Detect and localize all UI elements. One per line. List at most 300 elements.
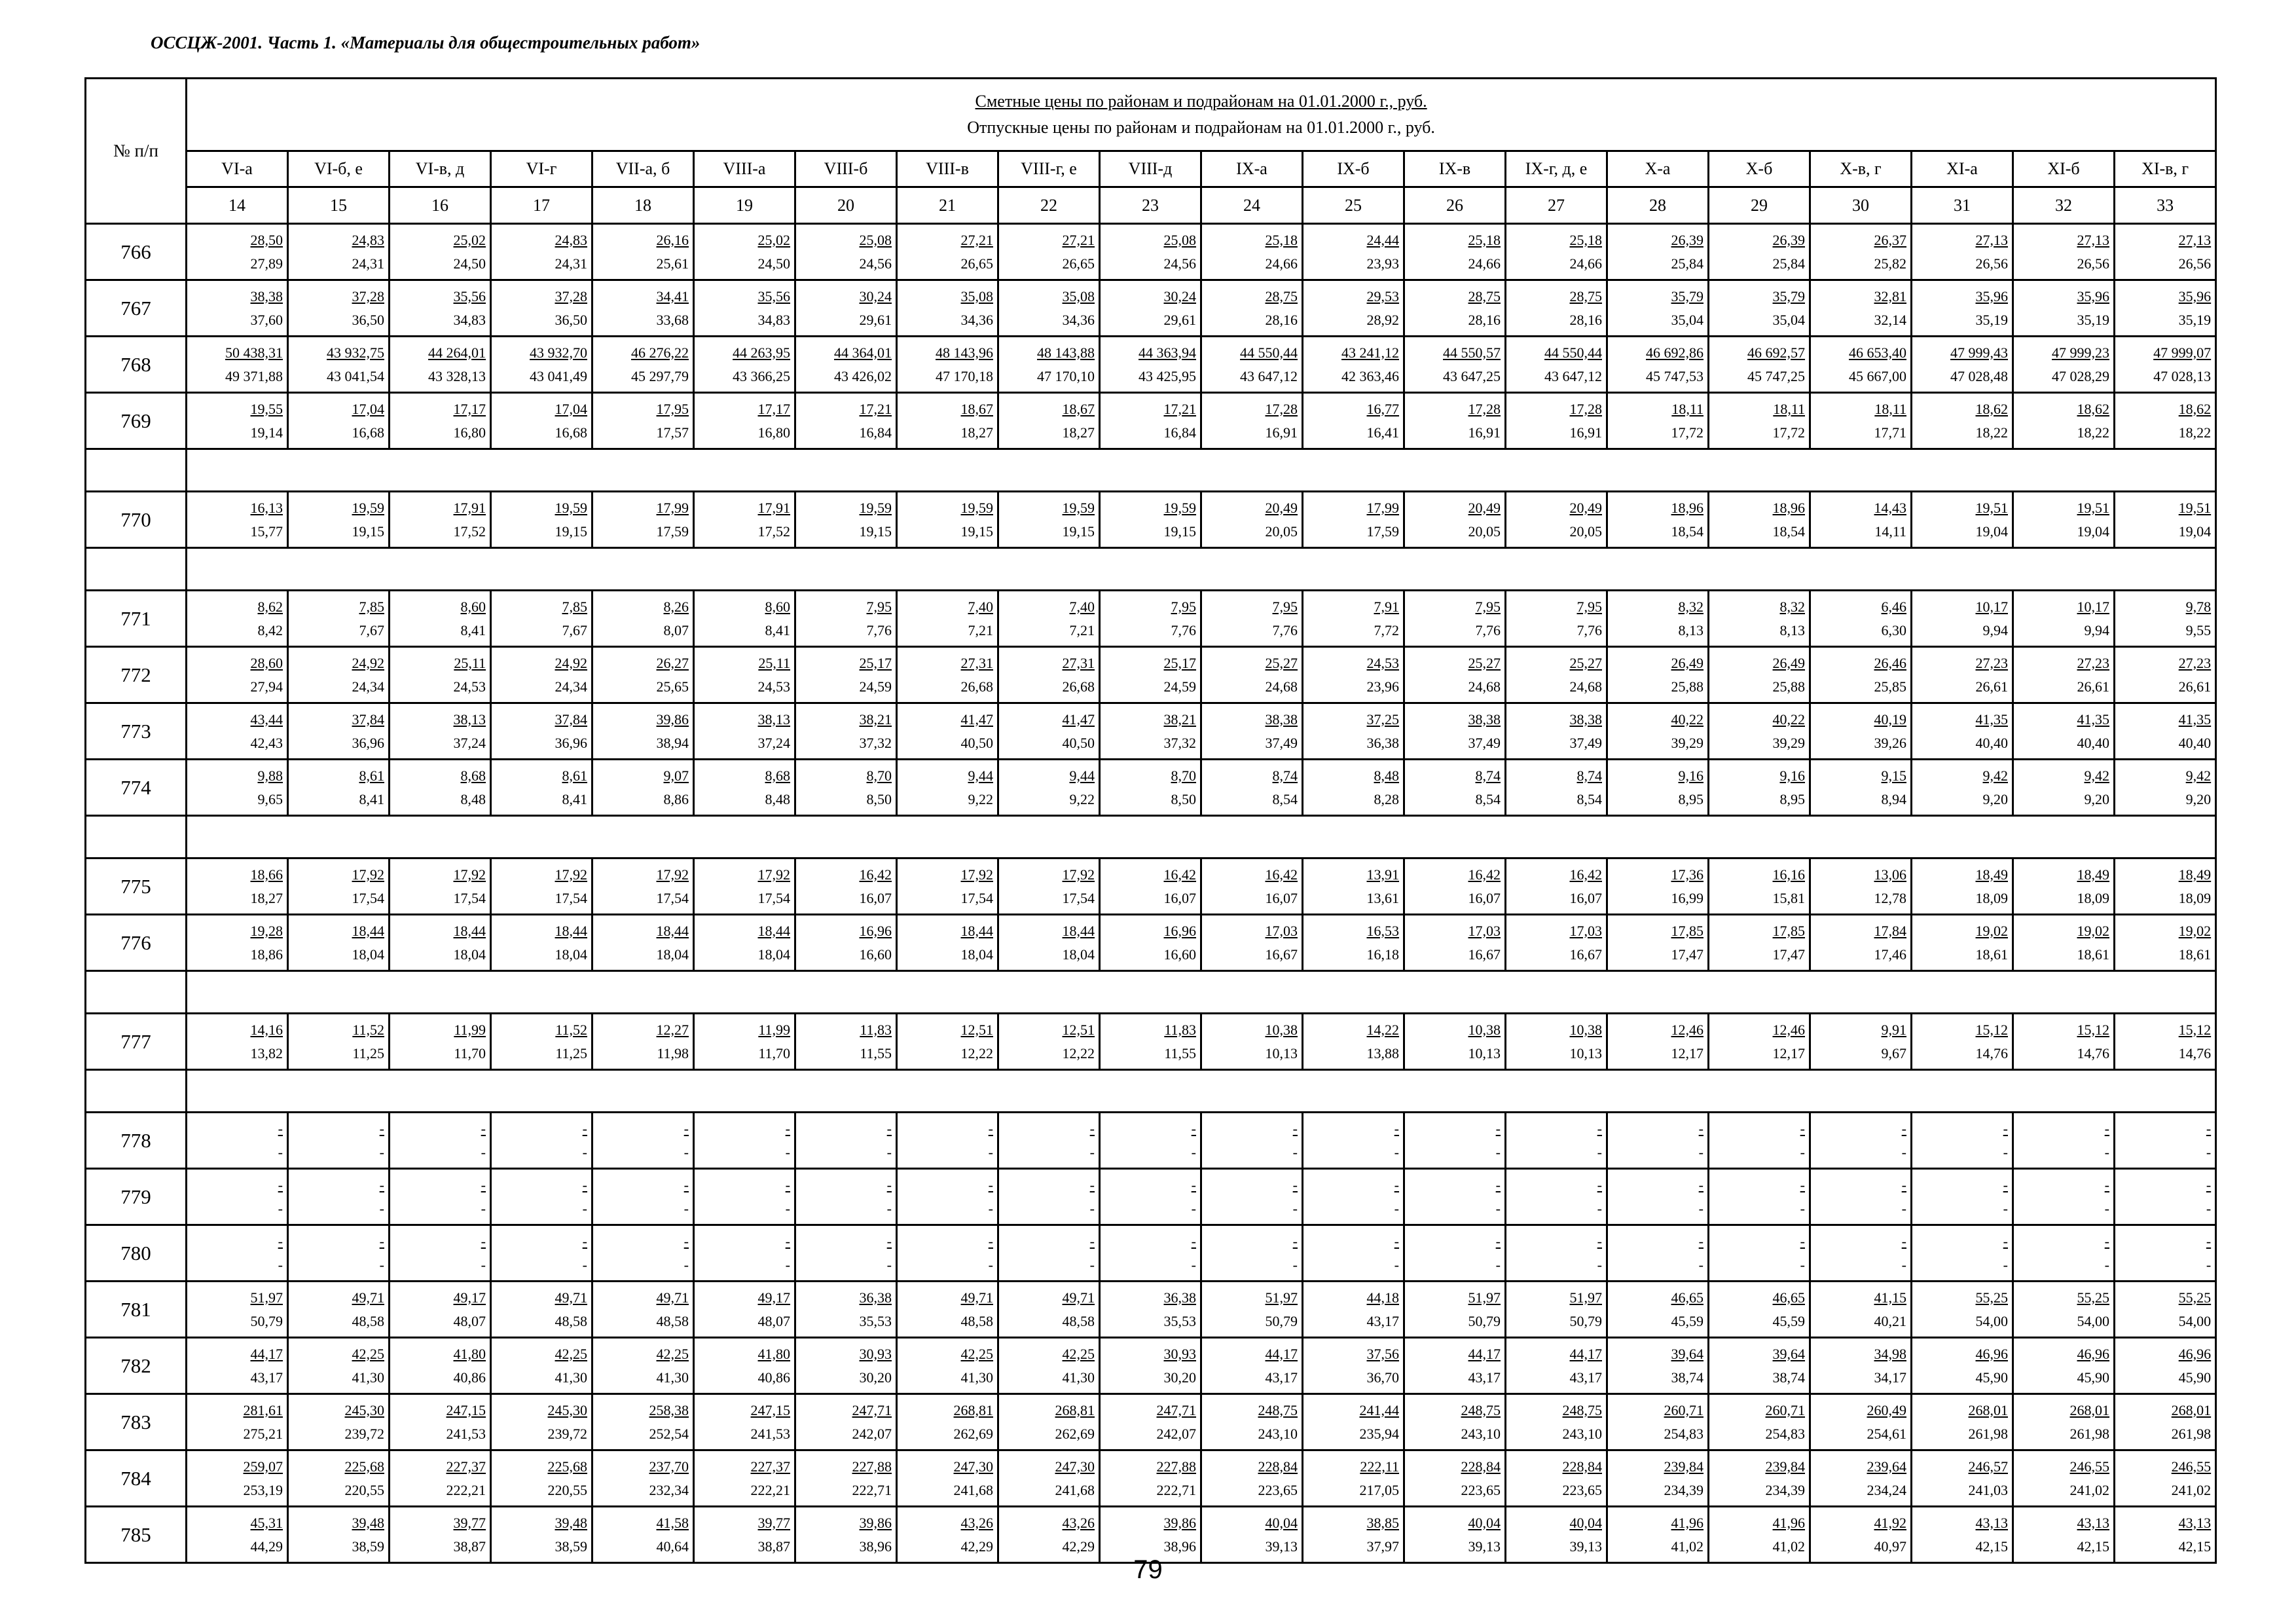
estimated-price: 25,08 (1163, 231, 1196, 248)
selling-price: 48,58 (352, 1312, 384, 1329)
selling-price: 19,15 (1062, 523, 1095, 540)
selling-price: 8,50 (866, 790, 892, 807)
price-cell (592, 1507, 694, 1563)
row-number: 777 (86, 1014, 187, 1070)
price-cell (2013, 280, 2115, 337)
selling-price: - (988, 1200, 993, 1217)
estimated-price: 18,44 (352, 922, 384, 939)
selling-price: 17,47 (1671, 946, 1704, 963)
row-number: 766 (86, 224, 187, 280)
price-cell (694, 1113, 795, 1169)
selling-price: 50,79 (1265, 1312, 1298, 1329)
price-cell (2115, 1450, 2216, 1507)
price-cell (1201, 224, 1303, 280)
price-cell (187, 1507, 288, 1563)
estimated-price: 13,06 (1874, 866, 1906, 883)
estimated-price: 42,25 (555, 1345, 587, 1362)
price-cell (491, 393, 592, 449)
price-cell (390, 224, 491, 280)
selling-price: 43 647,25 (1443, 367, 1501, 384)
price-cell (897, 858, 998, 915)
estimated-price: 35,56 (453, 287, 486, 304)
price-cell (1709, 591, 1810, 647)
column-number: 26 (1404, 187, 1506, 224)
selling-price: 235,94 (1359, 1425, 1399, 1442)
region-header: IX-б (1303, 151, 1404, 187)
selling-price: 40,40 (2178, 734, 2212, 751)
estimated-price: 25,18 (1468, 231, 1501, 248)
price-cell (1607, 224, 1709, 280)
selling-price: - (1901, 1143, 1906, 1160)
selling-price: 8,13 (1779, 621, 1805, 638)
estimated-price: - (481, 1176, 486, 1193)
price-cell (1506, 1282, 1607, 1338)
selling-price: 24,31 (555, 255, 587, 272)
estimated-price: 260,49 (1867, 1401, 1906, 1418)
selling-price: 15,81 (1772, 889, 1805, 906)
spacer-cell (187, 1070, 2216, 1113)
selling-price: 54,00 (1975, 1312, 2008, 1329)
selling-price: 17,54 (656, 889, 689, 906)
estimated-price: 41,35 (1975, 710, 2008, 728)
selling-price: 40,86 (453, 1369, 486, 1386)
selling-price: 23,96 (1366, 678, 1399, 695)
selling-price: - (278, 1256, 283, 1273)
price-cell (1506, 1225, 1607, 1282)
selling-price: 11,70 (454, 1044, 486, 1061)
selling-price: - (1800, 1200, 1805, 1217)
selling-price: 234,24 (1867, 1481, 1906, 1498)
selling-price: 24,53 (757, 678, 790, 695)
selling-price: 24,31 (352, 255, 384, 272)
selling-price: 45,59 (1671, 1312, 1704, 1329)
estimated-price: 38,21 (859, 710, 892, 728)
selling-price: 39,29 (1671, 734, 1704, 751)
price-cell (897, 1225, 998, 1282)
estimated-price: 19,59 (960, 499, 993, 516)
estimated-price: 35,08 (1062, 287, 1095, 304)
region-header: VII-а, б (592, 151, 694, 187)
estimated-price: - (1089, 1120, 1095, 1137)
estimated-price: 7,85 (359, 598, 384, 615)
selling-price: 17,72 (1671, 424, 1704, 441)
spacer-cell (187, 449, 2216, 492)
table-row (86, 915, 2216, 971)
price-cell (2013, 1169, 2115, 1225)
selling-price: 37,24 (757, 734, 790, 751)
price-cell (390, 1014, 491, 1070)
price-cell (1709, 1450, 1810, 1507)
estimated-price: 17,99 (1366, 499, 1399, 516)
estimated-price: 8,26 (663, 598, 689, 615)
estimated-price: 246,55 (2171, 1458, 2212, 1475)
estimated-price: 8,32 (1678, 598, 1704, 615)
price-cell (1201, 647, 1303, 703)
estimated-price: 247,30 (1055, 1458, 1095, 1475)
table-row (86, 492, 2216, 548)
selling-price: 13,82 (250, 1044, 283, 1061)
estimated-price: 239,84 (1664, 1458, 1704, 1475)
selling-price: 13,61 (1366, 889, 1399, 906)
estimated-price: - (2003, 1120, 2008, 1137)
estimated-price: 17,92 (656, 866, 689, 883)
selling-price: - (1597, 1256, 1602, 1273)
price-cell (998, 647, 1100, 703)
estimated-price: 16,42 (1569, 866, 1602, 883)
price-cell (1506, 1169, 1607, 1225)
estimated-price: 38,38 (1265, 710, 1298, 728)
price-cell (795, 224, 897, 280)
estimated-price: 43 241,12 (1341, 344, 1399, 361)
selling-price: 24,66 (1569, 255, 1602, 272)
region-header: VI-а (187, 151, 288, 187)
estimated-price: 17,17 (757, 400, 790, 417)
estimated-price: 29,53 (1366, 287, 1399, 304)
price-cell (1506, 703, 1607, 760)
price-cell (592, 337, 694, 393)
price-cell (1709, 1113, 1810, 1169)
selling-price: 34,17 (1874, 1369, 1906, 1386)
selling-price: 18,09 (2178, 889, 2212, 906)
selling-price: - (1597, 1143, 1602, 1160)
selling-price: - (1191, 1143, 1196, 1160)
estimated-price: 16,96 (859, 922, 892, 939)
price-cell (2013, 858, 2115, 915)
selling-price: 16,07 (859, 889, 892, 906)
selling-price: 35,19 (2077, 311, 2109, 328)
estimated-price: 268,01 (1968, 1401, 2008, 1418)
selling-price: 47 170,10 (1037, 367, 1095, 384)
estimated-price: 27,13 (1975, 231, 2008, 248)
selling-price: 50,79 (1468, 1312, 1501, 1329)
estimated-price: 41,47 (1062, 710, 1095, 728)
selling-price: - (1394, 1200, 1399, 1217)
selling-price: 254,83 (1765, 1425, 1805, 1442)
price-cell (491, 703, 592, 760)
price-cell (187, 858, 288, 915)
selling-price: 43 366,25 (733, 367, 790, 384)
selling-price: 16,68 (352, 424, 384, 441)
price-cell (897, 1394, 998, 1450)
selling-price: 16,07 (1468, 889, 1501, 906)
price-cell (1506, 858, 1607, 915)
price-cell (187, 1014, 288, 1070)
selling-price: 41,30 (555, 1369, 587, 1386)
selling-price: 48,58 (555, 1312, 587, 1329)
selling-price: 16,60 (1163, 946, 1196, 963)
estimated-price: 7,95 (1576, 598, 1602, 615)
estimated-price: 38,38 (1468, 710, 1501, 728)
price-cell (187, 1113, 288, 1169)
estimated-price: - (1089, 1232, 1095, 1249)
price-cell (491, 1394, 592, 1450)
price-cell (1607, 1450, 1709, 1507)
price-cell (795, 703, 897, 760)
estimated-price: - (988, 1232, 993, 1249)
price-cell (2115, 591, 2216, 647)
price-cell (592, 760, 694, 816)
estimated-price: 38,85 (1366, 1514, 1399, 1531)
price-cell (897, 760, 998, 816)
estimated-price: 16,16 (1772, 866, 1805, 883)
selling-price: 45 297,79 (631, 367, 689, 384)
estimated-price: - (2104, 1232, 2109, 1249)
estimated-price: 8,48 (1374, 767, 1399, 784)
price-cell (390, 393, 491, 449)
price-cell (1303, 1169, 1404, 1225)
estimated-price: 39,86 (1163, 1514, 1196, 1531)
price-cell (998, 858, 1100, 915)
selling-price: 37,24 (453, 734, 486, 751)
price-cell (1506, 591, 1607, 647)
price-cell (795, 858, 897, 915)
price-cell (288, 393, 390, 449)
selling-price: 36,96 (555, 734, 587, 751)
estimated-price: 25,27 (1569, 654, 1602, 671)
selling-price: 8,13 (1678, 621, 1704, 638)
price-cell (491, 1113, 592, 1169)
price-cell (2013, 224, 2115, 280)
estimated-price: 14,16 (250, 1021, 283, 1038)
price-cell (1303, 1225, 1404, 1282)
selling-price: 9,22 (968, 790, 993, 807)
estimated-price: 38,38 (250, 287, 283, 304)
price-cell (1303, 1014, 1404, 1070)
price-cell (2115, 337, 2216, 393)
price-cell (897, 1014, 998, 1070)
estimated-price: 44,17 (1468, 1345, 1501, 1362)
selling-price: 17,54 (960, 889, 993, 906)
price-cell (1607, 1169, 1709, 1225)
estimated-price: 37,28 (352, 287, 384, 304)
selling-price: 18,61 (2178, 946, 2212, 963)
selling-price: 41,30 (1062, 1369, 1095, 1386)
selling-price: 18,27 (960, 424, 993, 441)
selling-price: 234,39 (1664, 1481, 1704, 1498)
price-cell (288, 1282, 390, 1338)
selling-price: 50,79 (1569, 1312, 1602, 1329)
price-cell (592, 1282, 694, 1338)
price-cell (694, 1450, 795, 1507)
price-cell (897, 337, 998, 393)
price-cell (1201, 1282, 1303, 1338)
selling-price: 25,88 (1671, 678, 1704, 695)
estimated-price: 48 143,96 (936, 344, 993, 361)
price-cell (1100, 1394, 1201, 1450)
estimated-price: 43,44 (250, 710, 283, 728)
price-cell (2013, 337, 2115, 393)
estimated-price: 46,96 (1975, 1345, 2008, 1362)
estimated-price: 43,13 (1975, 1514, 2008, 1531)
price-cell (1709, 647, 1810, 703)
selling-price: 50,79 (250, 1312, 283, 1329)
column-number: 32 (2013, 187, 2115, 224)
estimated-price: 15,12 (1975, 1021, 2008, 1038)
price-cell (592, 591, 694, 647)
estimated-price: 15,12 (2077, 1021, 2109, 1038)
selling-price: - (582, 1200, 587, 1217)
selling-price: 42,15 (2077, 1538, 2109, 1555)
selling-price: 18,04 (453, 946, 486, 963)
price-cell (592, 1113, 694, 1169)
selling-price: 27,89 (250, 255, 283, 272)
price-cell (795, 1507, 897, 1563)
selling-price: 18,09 (2077, 889, 2109, 906)
estimated-price: - (1191, 1232, 1196, 1249)
region-header: VIII-г, е (998, 151, 1100, 187)
estimated-price: 8,61 (359, 767, 384, 784)
selling-price: 29,61 (859, 311, 892, 328)
price-cell (491, 337, 592, 393)
estimated-price: - (2003, 1232, 2008, 1249)
estimated-price: 19,02 (2077, 922, 2109, 939)
price-cell (390, 1507, 491, 1563)
price-cell (998, 1225, 1100, 1282)
estimated-price: - (1394, 1232, 1399, 1249)
estimated-price: - (683, 1176, 689, 1193)
row-number: 767 (86, 280, 187, 337)
estimated-price: 55,25 (2077, 1289, 2109, 1306)
selling-price: - (481, 1143, 486, 1160)
selling-price: 28,92 (1366, 311, 1399, 328)
estimated-price: 17,17 (453, 400, 486, 417)
estimated-price: 268,01 (2171, 1401, 2212, 1418)
price-cell (1201, 1450, 1303, 1507)
price-cell (2115, 1113, 2216, 1169)
estimated-price: 48 143,88 (1037, 344, 1095, 361)
price-cell (1709, 280, 1810, 337)
estimated-price: 19,59 (859, 499, 892, 516)
estimated-price: 16,77 (1366, 400, 1399, 417)
selling-price: 17,54 (1062, 889, 1095, 906)
estimated-price: 17,92 (453, 866, 486, 883)
estimated-price: 26,27 (656, 654, 689, 671)
price-cell (1810, 591, 1912, 647)
selling-price: 18,61 (1975, 946, 2008, 963)
selling-price: - (2206, 1200, 2212, 1217)
price-cell (1912, 1014, 2013, 1070)
price-cell (288, 647, 390, 703)
price-cell (1506, 1394, 1607, 1450)
price-cell (1607, 492, 1709, 548)
price-cell (897, 280, 998, 337)
estimated-price: 39,64 (1671, 1345, 1704, 1362)
selling-price: 19,15 (352, 523, 384, 540)
estimated-price: 247,15 (750, 1401, 790, 1418)
selling-price: 17,46 (1874, 946, 1906, 963)
price-cell (795, 337, 897, 393)
selling-price: 254,83 (1664, 1425, 1704, 1442)
spacer-cell (86, 1070, 187, 1113)
estimated-price: 41,80 (453, 1345, 486, 1362)
selling-price: 252,54 (649, 1425, 689, 1442)
selling-price: 19,15 (859, 523, 892, 540)
price-cell (1912, 647, 2013, 703)
estimated-price: 41,96 (1772, 1514, 1805, 1531)
selling-price: 17,52 (757, 523, 790, 540)
selling-price: 16,41 (1366, 424, 1399, 441)
selling-price: 25,84 (1671, 255, 1704, 272)
spacer-cell (187, 816, 2216, 858)
estimated-price: 45,31 (250, 1514, 283, 1531)
column-number: 14 (187, 187, 288, 224)
table-row (86, 1113, 2216, 1169)
estimated-price: 14,43 (1874, 499, 1906, 516)
estimated-price: 17,92 (960, 866, 993, 883)
selling-price: 48,58 (1062, 1312, 1095, 1329)
price-cell (998, 1014, 1100, 1070)
estimated-price: 8,32 (1779, 598, 1805, 615)
selling-price: - (1191, 1200, 1196, 1217)
price-cell (998, 703, 1100, 760)
price-cell (1607, 280, 1709, 337)
estimated-price: - (2104, 1176, 2109, 1193)
selling-price: 37,32 (1163, 734, 1196, 751)
price-cell (592, 280, 694, 337)
estimated-price: 16,13 (250, 499, 283, 516)
selling-price: 9,94 (1982, 621, 2008, 638)
price-cell (1709, 337, 1810, 393)
price-cell (187, 760, 288, 816)
selling-price: 19,04 (2077, 523, 2109, 540)
selling-price: 24,34 (555, 678, 587, 695)
price-cell (1201, 1338, 1303, 1394)
price-cell (1607, 393, 1709, 449)
selling-price: 241,53 (446, 1425, 486, 1442)
selling-price: 26,61 (2178, 678, 2212, 695)
price-cell (1100, 591, 1201, 647)
price-cell (390, 915, 491, 971)
selling-price: 7,76 (1171, 621, 1196, 638)
column-number: 33 (2115, 187, 2216, 224)
estimated-price: 47 999,07 (2153, 344, 2212, 361)
estimated-price: - (379, 1176, 384, 1193)
price-cell (998, 492, 1100, 548)
column-number: 22 (998, 187, 1100, 224)
estimated-price: 25,17 (859, 654, 892, 671)
estimated-price: 17,92 (1062, 866, 1095, 883)
selling-price: 39,13 (1468, 1538, 1501, 1555)
price-cell (288, 224, 390, 280)
row-number: 779 (86, 1169, 187, 1225)
estimated-price: 39,86 (656, 710, 689, 728)
price-cell (1912, 858, 2013, 915)
estimated-price: 28,75 (1468, 287, 1501, 304)
price-cell (1912, 915, 2013, 971)
row-number: 781 (86, 1282, 187, 1338)
selling-price: 8,50 (1171, 790, 1196, 807)
selling-price: 15,77 (250, 523, 283, 540)
selling-price: 9,20 (2185, 790, 2212, 807)
selling-price: 242,07 (852, 1425, 892, 1442)
estimated-price: 227,88 (852, 1458, 892, 1475)
estimated-price: - (278, 1120, 283, 1137)
price-table (84, 77, 2217, 1564)
selling-price: 7,72 (1374, 621, 1399, 638)
price-cell (897, 492, 998, 548)
price-cell (998, 1169, 1100, 1225)
price-cell (390, 591, 491, 647)
estimated-price: 35,96 (1975, 287, 2008, 304)
selling-price: 26,65 (960, 255, 993, 272)
estimated-price: 8,74 (1272, 767, 1298, 784)
price-cell (694, 280, 795, 337)
price-cell (288, 703, 390, 760)
selling-price: 40,97 (1874, 1538, 1906, 1555)
selling-price: 35,53 (859, 1312, 892, 1329)
price-cell (1607, 1113, 1709, 1169)
estimated-price: 9,91 (1881, 1021, 1906, 1038)
